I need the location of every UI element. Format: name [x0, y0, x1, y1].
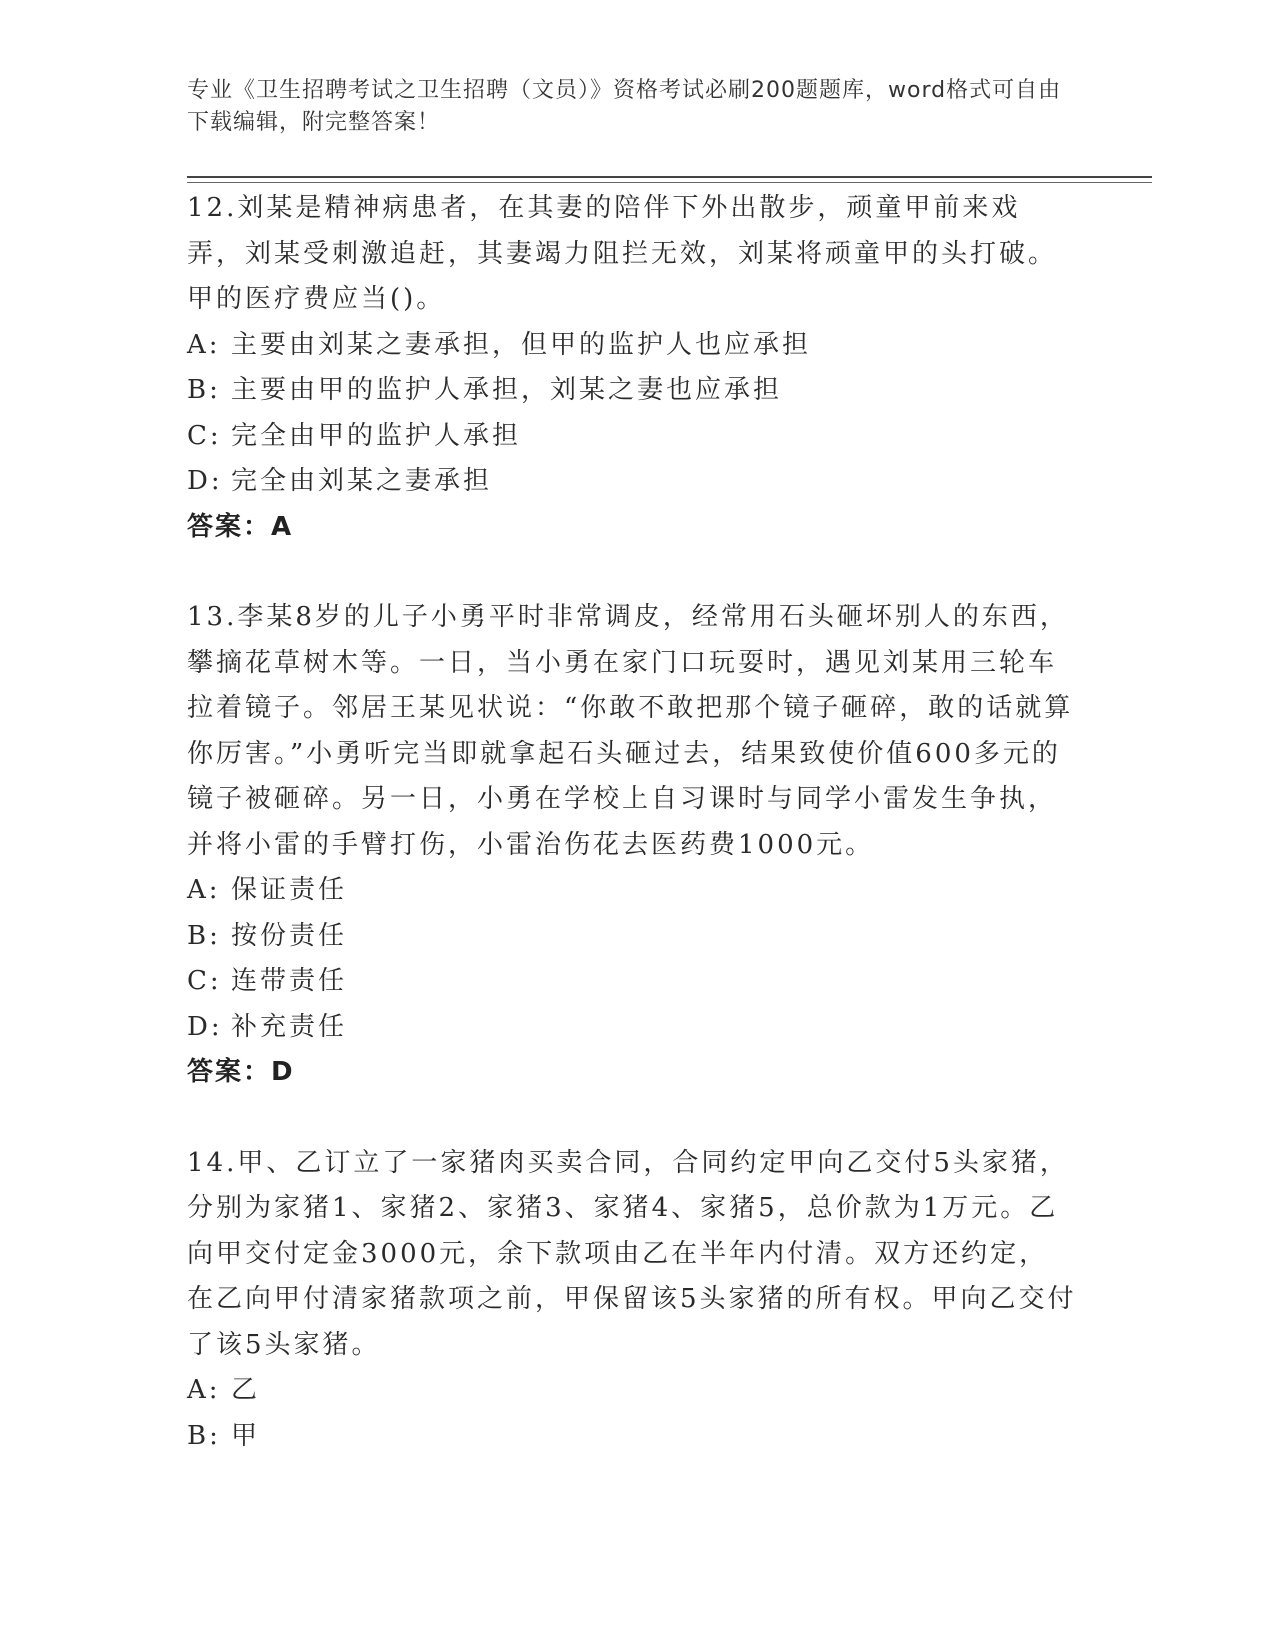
question-13	[187, 595, 1077, 1096]
option-c	[187, 959, 1077, 1005]
option-text: 乙	[231, 1375, 261, 1405]
option-d	[187, 1005, 1077, 1051]
option-c	[187, 414, 1077, 460]
question-list	[187, 186, 1077, 1459]
option-d	[187, 459, 1077, 505]
option-letter: B:	[187, 920, 221, 951]
option-letter: C:	[187, 966, 222, 996]
answer-label: 答案：A	[187, 511, 294, 542]
question-stem: 12.刘某是精神病患者，在其妻的陪伴下外出散步，顽童甲前来戏弄，刘某受刺激追赶，其妻竭力阻拦无效，刘某将顽童甲的头打破。甲的医疗费应当()。	[187, 193, 1058, 314]
header-divider-thick	[187, 176, 1152, 178]
option-a	[187, 1368, 1077, 1414]
option-text: 保证责任	[231, 875, 348, 905]
document-header: 专业《卫生招聘考试之卫生招聘（文员）》资格考试必刷200题题库，word格式可自由下载编辑，附完整答案！	[187, 78, 1062, 135]
option-text: 补充责任	[231, 1011, 348, 1042]
option-letter: A:	[187, 329, 221, 360]
question-14	[187, 1141, 1077, 1460]
option-letter: A:	[187, 875, 221, 905]
option-text: 连带责任	[231, 966, 348, 996]
question-stem: 13.李某8岁的儿子小勇平时非常调皮，经常用石头砸坏别人的东西，攀摘花草树木等。一日，当小勇在家门口玩耍时，遇见刘某用三轮车拉着镜子。邻居王某见状说：“你敢不敢把那个镜子砸碎，敢的话就算你厉害。”小勇听完当即就拿起石头砸过去，结果致使价值600多元的镜子被砸碎。另一日，小勇在学校上自习课时与同学小雷发生争执，并将小雷的手臂打伤，小雷治伤花去医药费1000元。	[187, 602, 1074, 860]
option-text: 完全由刘某之妻承担	[231, 466, 493, 496]
option-text: 甲	[231, 1420, 261, 1451]
option-text: 按份责任	[231, 920, 348, 951]
option-b	[187, 1414, 1077, 1460]
option-text: 主要由刘某之妻承担，但甲的监护人也应承担	[231, 329, 812, 360]
question-spacer	[187, 1096, 1077, 1141]
question-12	[187, 186, 1077, 550]
option-text: 主要由甲的监护人承担，刘某之妻也应承担	[231, 375, 783, 405]
option-letter: B:	[187, 375, 221, 405]
question-spacer	[187, 550, 1077, 595]
option-a	[187, 323, 1077, 369]
header-divider-thin	[187, 182, 1152, 183]
option-letter: B:	[187, 1420, 221, 1451]
option-letter: D:	[187, 1011, 223, 1042]
option-b	[187, 368, 1077, 414]
answer-label: 答案：D	[187, 1057, 295, 1087]
option-letter: C:	[187, 420, 222, 451]
option-text: 完全由甲的监护人承担	[231, 420, 522, 451]
option-letter: D:	[187, 466, 223, 496]
option-a	[187, 868, 1077, 914]
option-letter: A:	[187, 1375, 221, 1405]
question-stem: 14.甲、乙订立了一家猪肉买卖合同，合同约定甲向乙交付5头家猪，分别为家猪1、家猪2、家猪3、家猪4、家猪5，总价款为1万元。乙向甲交付定金3000元，余下款项由乙在半年内付清。双方还约定，在乙向甲付清家猪款项之前，甲保留该5头家猪的所有权。甲向乙交付了该5头家猪。	[187, 1147, 1077, 1360]
option-b	[187, 914, 1077, 960]
